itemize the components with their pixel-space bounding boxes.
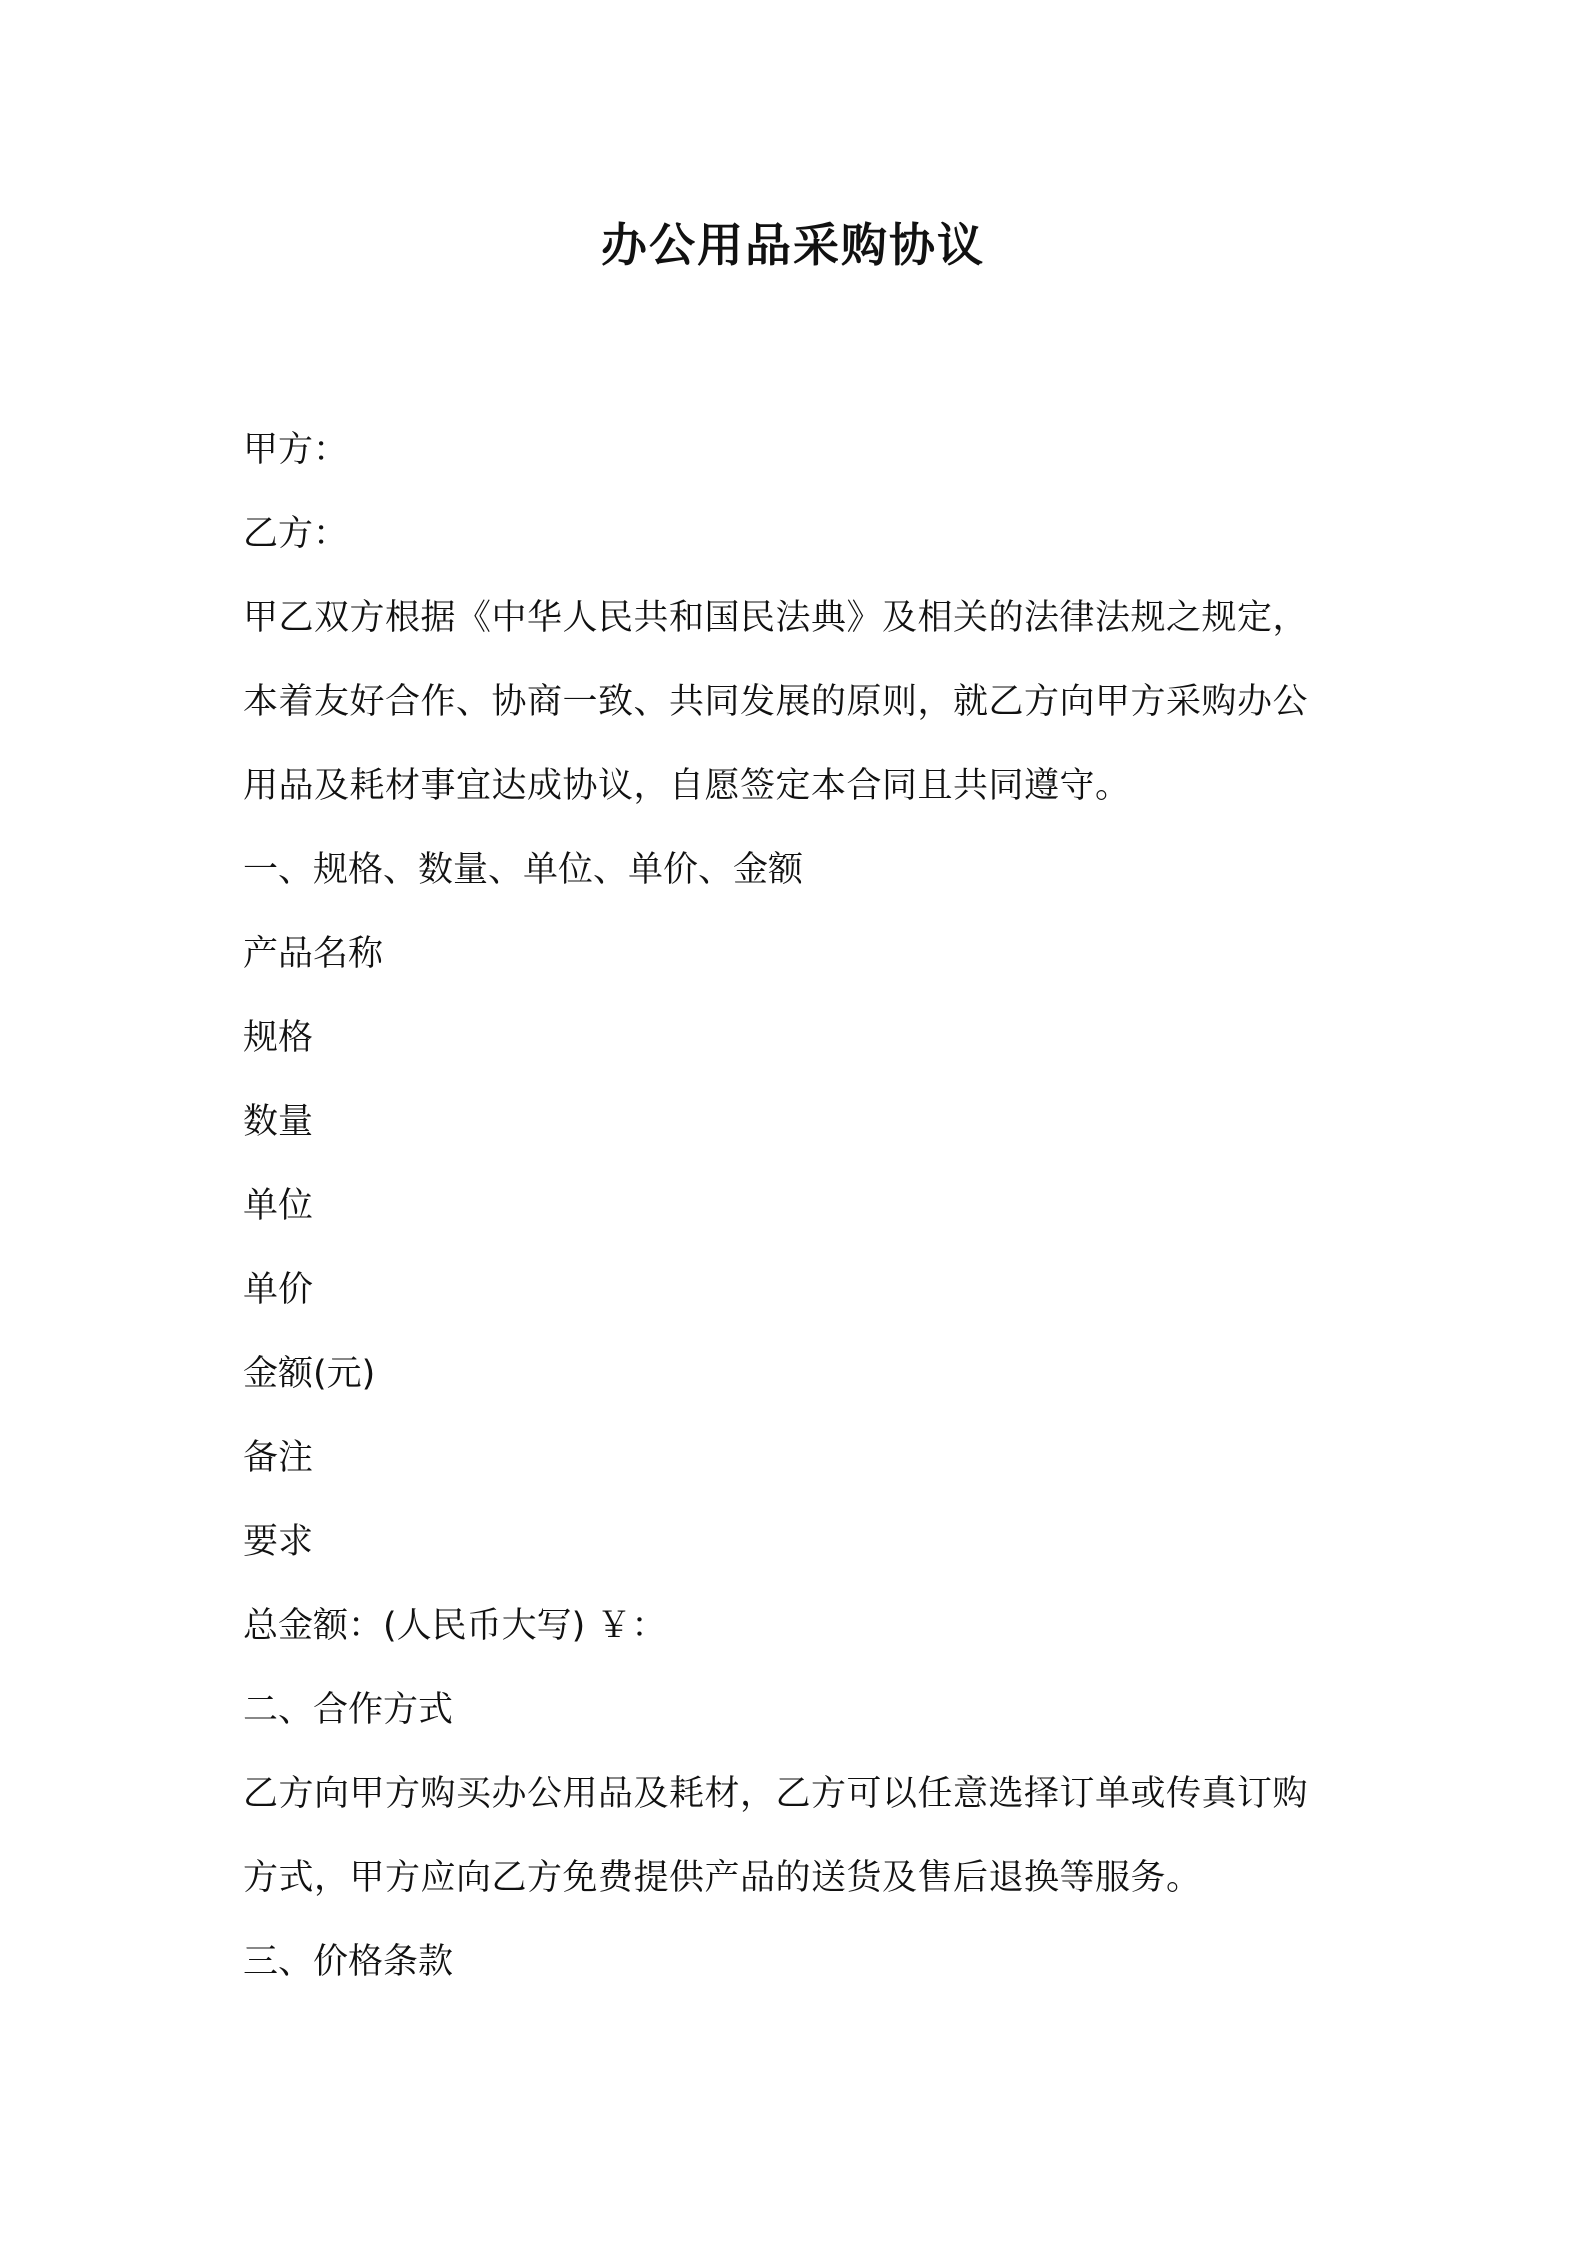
party-a-label: 甲方： — [243, 430, 349, 470]
party-b-label: 乙方： — [243, 514, 349, 554]
item-unit-price: 单价 — [243, 1270, 314, 1310]
item-requirements: 要求 — [243, 1522, 314, 1562]
item-product-name: 产品名称 — [243, 934, 384, 974]
total-amount-line: 总金额：(人民币大写) ￥： — [243, 1606, 667, 1646]
intro-line: 用品及耗材事宜达成协议，自愿签定本合同且共同遵守。 — [243, 766, 1131, 806]
section-2-heading: 二、合作方式 — [243, 1690, 454, 1730]
item-specification: 规格 — [243, 1018, 314, 1058]
document-body — [243, 408, 1363, 2004]
intro-line: 本着友好合作、协商一致、共同发展的原则，就乙方向甲方采购办公 — [243, 682, 1309, 722]
item-quantity: 数量 — [243, 1102, 314, 1142]
section-2-line: 方式，甲方应向乙方免费提供产品的送货及售后退换等服务。 — [243, 1858, 1202, 1898]
section-1-items — [243, 912, 1363, 1584]
item-remarks: 备注 — [243, 1438, 314, 1478]
section-1-heading: 一、规格、数量、单位、单价、金额 — [243, 850, 804, 890]
section-3-heading: 三、价格条款 — [243, 1942, 454, 1982]
intro-line: 甲乙双方根据《中华人民共和国民法典》及相关的法律法规之规定， — [243, 598, 1309, 638]
item-unit: 单位 — [243, 1186, 314, 1226]
section-2-line: 乙方向甲方购买办公用品及耗材，乙方可以任意选择订单或传真订购 — [243, 1774, 1309, 1814]
document-title: 办公用品采购协议 — [601, 218, 985, 272]
item-amount: 金额(元) — [243, 1354, 376, 1394]
intro-paragraph — [243, 576, 1363, 828]
section-2-paragraph — [243, 1752, 1363, 1920]
